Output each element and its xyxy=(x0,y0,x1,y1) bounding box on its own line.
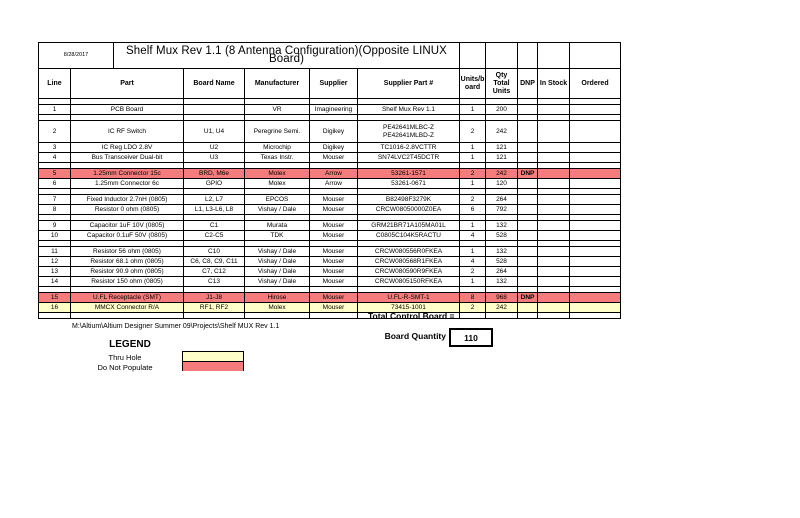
cell-line[interactable]: 14 xyxy=(38,276,70,286)
cell-in-stock[interactable] xyxy=(537,230,569,240)
cell-ordered[interactable] xyxy=(569,292,620,302)
board-quantity-value[interactable]: 110 xyxy=(449,328,493,347)
empty-cell[interactable] xyxy=(537,312,569,318)
cell-in-stock[interactable] xyxy=(537,152,569,162)
cell-supplier[interactable]: Digikey xyxy=(309,142,357,152)
cell-qty-total[interactable]: 132 xyxy=(485,220,517,230)
cell-manufacturer[interactable]: Vishay / Dale xyxy=(244,204,309,214)
cell-manufacturer[interactable]: Vishay / Dale xyxy=(244,276,309,286)
cell-supplier[interactable]: Mouser xyxy=(309,276,357,286)
table-row xyxy=(38,168,620,178)
cell-in-stock[interactable] xyxy=(537,292,569,302)
cell-dnp[interactable]: DNP xyxy=(517,292,537,302)
thru-hole-swatch xyxy=(183,352,243,362)
cell-ordered[interactable] xyxy=(569,302,620,312)
cell-dnp[interactable] xyxy=(517,230,537,240)
cell-supplier-part[interactable]: Shelf Mux Rev 1.1 xyxy=(357,104,459,114)
cell-supplier[interactable]: Digikey xyxy=(309,120,357,142)
col-header-supplier[interactable]: Supplier xyxy=(309,68,357,98)
cell-ordered[interactable] xyxy=(569,256,620,266)
cell-manufacturer[interactable]: Murata xyxy=(244,220,309,230)
cell-supplier[interactable]: Arrow xyxy=(309,168,357,178)
cell-part[interactable]: Resistor 56 ohm (0805) xyxy=(70,246,183,256)
cell-qty-total[interactable]: 132 xyxy=(485,276,517,286)
cell-part[interactable]: Capacitor 1uF 10V (0805) xyxy=(70,220,183,230)
empty-cell[interactable] xyxy=(569,312,620,318)
cell-ordered[interactable] xyxy=(569,276,620,286)
cell-board-name[interactable]: BRD, M6e xyxy=(183,168,244,178)
cell-dnp[interactable] xyxy=(517,142,537,152)
cell-qty-total[interactable]: 792 xyxy=(485,204,517,214)
cell-in-stock[interactable] xyxy=(537,266,569,276)
cell-units-per-board[interactable]: 6 xyxy=(459,204,485,214)
table-row xyxy=(38,246,620,256)
cell-part[interactable]: Fixed Inductor 2.7nH (0805) xyxy=(70,194,183,204)
cell-qty-total[interactable]: 132 xyxy=(485,246,517,256)
cell-line[interactable]: 16 xyxy=(38,302,70,312)
empty-cell[interactable] xyxy=(244,312,309,318)
cell-dnp[interactable] xyxy=(517,256,537,266)
cell-units-per-board[interactable]: 1 xyxy=(459,220,485,230)
cell-line[interactable]: 4 xyxy=(38,152,70,162)
table-row xyxy=(38,104,620,114)
table-row xyxy=(38,302,620,312)
cell-qty-total[interactable]: 264 xyxy=(485,194,517,204)
legend-color-swatch xyxy=(182,351,244,371)
cell-part[interactable]: MMCX Connector R/A xyxy=(70,302,183,312)
cell-board-name[interactable]: GPIO xyxy=(183,178,244,188)
cell-supplier-part[interactable]: CRCW080556R0FKEA xyxy=(357,246,459,256)
cell-line[interactable]: 8 xyxy=(38,204,70,214)
cell-dnp[interactable] xyxy=(517,120,537,142)
cell-board-name[interactable]: U1, U4 xyxy=(183,120,244,142)
empty-cell[interactable] xyxy=(309,312,357,318)
cell-manufacturer[interactable]: Peregrine Semi. xyxy=(244,120,309,142)
cell-manufacturer[interactable]: Vishay / Dale xyxy=(244,246,309,256)
cell-supplier-part[interactable]: CRCW0805150RFKEA xyxy=(357,276,459,286)
cell-board-name[interactable]: C1 xyxy=(183,220,244,230)
table-row xyxy=(38,292,620,302)
cell-board-name[interactable]: J1-J8 xyxy=(183,292,244,302)
legend-title: LEGEND xyxy=(109,339,151,350)
col-header-line[interactable]: Line xyxy=(38,68,70,98)
cell-units-per-board[interactable]: 1 xyxy=(459,246,485,256)
cell-dnp[interactable] xyxy=(517,104,537,114)
cell-supplier-part[interactable]: B82498F3279K xyxy=(357,194,459,204)
total-control-board-label: Total Control Board = xyxy=(368,311,455,321)
cell-ordered[interactable] xyxy=(569,220,620,230)
cell-part[interactable]: Resistor 150 ohm (0805) xyxy=(70,276,183,286)
project-file-path: M:\Altium\Altium Designer Summer 09\Projects\Shelf MUX Rev 1.1 xyxy=(72,323,280,330)
cell-dnp[interactable] xyxy=(517,204,537,214)
cell-ordered[interactable] xyxy=(569,142,620,152)
empty-cell[interactable] xyxy=(569,42,620,68)
cell-units-per-board[interactable]: 1 xyxy=(459,276,485,286)
cell-manufacturer[interactable]: Vishay / Dale xyxy=(244,256,309,266)
cell-dnp[interactable] xyxy=(517,220,537,230)
cell-board-name[interactable] xyxy=(183,104,244,114)
cell-manufacturer[interactable]: Microchip xyxy=(244,142,309,152)
cell-board-name[interactable]: U3 xyxy=(183,152,244,162)
cell-dnp[interactable] xyxy=(517,266,537,276)
cell-supplier[interactable]: Mouser xyxy=(309,246,357,256)
date-cell[interactable]: 8/28/2017 xyxy=(38,42,113,68)
table-body xyxy=(38,98,620,318)
col-header-supplier-part[interactable]: Supplier Part # xyxy=(357,68,459,98)
cell-line[interactable]: 10 xyxy=(38,230,70,240)
cell-supplier-part[interactable]: CRCW080568R1FKEA xyxy=(357,256,459,266)
empty-cell[interactable] xyxy=(517,312,537,318)
table-row xyxy=(38,204,620,214)
bom-table xyxy=(38,42,621,319)
col-header-part[interactable]: Part xyxy=(70,68,183,98)
cell-units-per-board[interactable]: 2 xyxy=(459,302,485,312)
col-header-units-per-board[interactable]: Units/b oard xyxy=(459,68,485,98)
table-row xyxy=(38,230,620,240)
cell-line[interactable]: 6 xyxy=(38,178,70,188)
cell-part[interactable]: 1.25mm Connector 6c xyxy=(70,178,183,188)
cell-in-stock[interactable] xyxy=(537,178,569,188)
cell-board-name[interactable]: L1, L3-L6, L8 xyxy=(183,204,244,214)
cell-ordered[interactable] xyxy=(569,246,620,256)
cell-line[interactable]: 2 xyxy=(38,120,70,142)
cell-in-stock[interactable] xyxy=(537,246,569,256)
cell-supplier-part[interactable]: C0805C104K5RACTU xyxy=(357,230,459,240)
cell-qty-total[interactable]: 264 xyxy=(485,266,517,276)
cell-supplier[interactable]: Mouser xyxy=(309,152,357,162)
empty-cell[interactable] xyxy=(485,312,517,318)
col-header-dnp[interactable]: DNP xyxy=(517,68,537,98)
cell-units-per-board[interactable]: 1 xyxy=(459,152,485,162)
cell-manufacturer[interactable]: Molex xyxy=(244,302,309,312)
cell-board-name[interactable]: C7, C12 xyxy=(183,266,244,276)
table-row xyxy=(38,120,620,142)
table-row xyxy=(38,266,620,276)
cell-qty-total[interactable]: 121 xyxy=(485,142,517,152)
cell-line[interactable]: 12 xyxy=(38,256,70,266)
sheet-title[interactable]: Shelf Mux Rev 1.1 (8 Antenna Configuration)(Opposite LINUX Board) xyxy=(113,42,459,68)
cell-supplier[interactable]: Mouser xyxy=(309,302,357,312)
legend-label-thru-hole: Thru Hole xyxy=(108,353,142,362)
cell-qty-total[interactable]: 200 xyxy=(485,104,517,114)
table-row xyxy=(38,194,620,204)
cell-qty-total[interactable]: 121 xyxy=(485,152,517,162)
cell-qty-total[interactable]: 968 xyxy=(485,292,517,302)
cell-manufacturer[interactable]: Hirose xyxy=(244,292,309,302)
empty-cell[interactable] xyxy=(183,312,244,318)
cell-in-stock[interactable] xyxy=(537,276,569,286)
empty-cell[interactable] xyxy=(70,312,183,318)
cell-ordered[interactable] xyxy=(569,168,620,178)
cell-supplier[interactable]: Mouser xyxy=(309,194,357,204)
cell-units-per-board[interactable]: 2 xyxy=(459,266,485,276)
empty-cell[interactable] xyxy=(517,42,537,68)
cell-dnp[interactable] xyxy=(517,302,537,312)
table-row xyxy=(38,256,620,266)
empty-cell[interactable] xyxy=(537,42,569,68)
cell-qty-total[interactable]: 120 xyxy=(485,178,517,188)
empty-cell[interactable] xyxy=(485,42,517,68)
col-header-board-name[interactable]: Board Name xyxy=(183,68,244,98)
spacer-row xyxy=(38,312,620,318)
cell-line[interactable]: 9 xyxy=(38,220,70,230)
cell-manufacturer[interactable]: TDK xyxy=(244,230,309,240)
cell-board-name[interactable]: C10 xyxy=(183,246,244,256)
cell-supplier-part[interactable]: GRM21BR71A105MA01L xyxy=(357,220,459,230)
cell-in-stock[interactable] xyxy=(537,220,569,230)
cell-supplier[interactable]: Mouser xyxy=(309,266,357,276)
cell-supplier[interactable]: Mouser xyxy=(309,256,357,266)
cell-board-name[interactable]: U2 xyxy=(183,142,244,152)
cell-in-stock[interactable] xyxy=(537,168,569,178)
cell-part[interactable]: 1.25mm Connector 15c xyxy=(70,168,183,178)
cell-units-per-board[interactable]: 8 xyxy=(459,292,485,302)
title-row xyxy=(38,42,620,68)
cell-units-per-board[interactable]: 1 xyxy=(459,142,485,152)
cell-line[interactable]: 7 xyxy=(38,194,70,204)
col-header-qty-total-units[interactable]: Qty Total Units xyxy=(485,68,517,98)
cell-supplier[interactable]: Imagineering xyxy=(309,104,357,114)
cell-ordered[interactable] xyxy=(569,230,620,240)
cell-dnp[interactable] xyxy=(517,246,537,256)
legend-label-do-not-populate: Do Not Populate xyxy=(97,363,153,372)
cell-line[interactable]: 15 xyxy=(38,292,70,302)
cell-dnp[interactable] xyxy=(517,276,537,286)
cell-part[interactable]: IC Reg LDO 2.8V xyxy=(70,142,183,152)
cell-manufacturer[interactable]: Molex xyxy=(244,178,309,188)
cell-in-stock[interactable] xyxy=(537,204,569,214)
cell-part[interactable]: Resistor 0 ohm (0805) xyxy=(70,204,183,214)
cell-units-per-board[interactable]: 2 xyxy=(459,168,485,178)
cell-in-stock[interactable] xyxy=(537,256,569,266)
table-row xyxy=(38,152,620,162)
cell-part[interactable]: IC RF Switch xyxy=(70,120,183,142)
cell-in-stock[interactable] xyxy=(537,194,569,204)
cell-units-per-board[interactable]: 1 xyxy=(459,104,485,114)
cell-line[interactable]: 5 xyxy=(38,168,70,178)
cell-part[interactable]: Resistor 90.9 ohm (0805) xyxy=(70,266,183,276)
cell-units-per-board[interactable]: 4 xyxy=(459,230,485,240)
cell-dnp[interactable] xyxy=(517,194,537,204)
empty-cell[interactable] xyxy=(459,312,485,318)
cell-supplier-part[interactable]: CRCW080590R9FKEA xyxy=(357,266,459,276)
cell-line[interactable]: 11 xyxy=(38,246,70,256)
table-row xyxy=(38,142,620,152)
cell-board-name[interactable]: C6, C8, C9, C11 xyxy=(183,256,244,266)
col-header-in-stock[interactable]: In Stock xyxy=(537,68,569,98)
cell-supplier-part[interactable]: 53261-1571 xyxy=(357,168,459,178)
cell-supplier-part[interactable]: 73415-1001 xyxy=(357,302,459,312)
cell-qty-total[interactable]: 528 xyxy=(485,230,517,240)
table-row xyxy=(38,220,620,230)
cell-qty-total[interactable]: 242 xyxy=(485,302,517,312)
cell-part[interactable]: Bus Transceiver Dual-bit xyxy=(70,152,183,162)
cell-units-per-board[interactable]: 4 xyxy=(459,256,485,266)
empty-cell[interactable] xyxy=(459,42,485,68)
cell-supplier-part[interactable]: PE42641MLBC-Z PE42641MLBD-Z xyxy=(357,120,459,142)
cell-board-name[interactable]: L2, L7 xyxy=(183,194,244,204)
cell-ordered[interactable] xyxy=(569,194,620,204)
cell-supplier-part[interactable]: U.FL-R-SMT-1 xyxy=(357,292,459,302)
cell-manufacturer[interactable]: EPCOS xyxy=(244,194,309,204)
cell-supplier-part[interactable]: SN74LVC2T45DCTR xyxy=(357,152,459,162)
cell-in-stock[interactable] xyxy=(537,142,569,152)
cell-qty-total[interactable]: 528 xyxy=(485,256,517,266)
cell-in-stock[interactable] xyxy=(537,302,569,312)
board-quantity-label: Board Quantity xyxy=(384,331,446,341)
cell-manufacturer[interactable]: VR xyxy=(244,104,309,114)
do-not-populate-swatch xyxy=(183,362,243,371)
cell-line[interactable]: 3 xyxy=(38,142,70,152)
cell-units-per-board[interactable]: 2 xyxy=(459,120,485,142)
table-row xyxy=(38,178,620,188)
empty-cell[interactable] xyxy=(38,312,70,318)
cell-ordered[interactable] xyxy=(569,120,620,142)
cell-supplier-part[interactable]: TC1016-2.8VCTTR xyxy=(357,142,459,152)
cell-ordered[interactable] xyxy=(569,104,620,114)
cell-manufacturer[interactable]: Texas Instr. xyxy=(244,152,309,162)
cell-supplier[interactable]: Mouser xyxy=(309,220,357,230)
cell-part[interactable]: Capacitor 0.1uF 50V (0805) xyxy=(70,230,183,240)
cell-in-stock[interactable] xyxy=(537,120,569,142)
cell-line[interactable]: 1 xyxy=(38,104,70,114)
cell-units-per-board[interactable]: 1 xyxy=(459,178,485,188)
cell-supplier-part[interactable]: CRCW08050000Z0EA xyxy=(357,204,459,214)
col-header-ordered[interactable]: Ordered xyxy=(569,68,620,98)
cell-dnp[interactable] xyxy=(517,152,537,162)
table-row xyxy=(38,276,620,286)
cell-supplier[interactable]: Arrow xyxy=(309,178,357,188)
cell-supplier-part[interactable]: 53261-0671 xyxy=(357,178,459,188)
cell-part[interactable]: PCB Board xyxy=(70,104,183,114)
cell-ordered[interactable] xyxy=(569,266,620,276)
cell-ordered[interactable] xyxy=(569,204,620,214)
cell-board-name[interactable]: RF1, RF2 xyxy=(183,302,244,312)
cell-dnp[interactable]: DNP xyxy=(517,168,537,178)
cell-dnp[interactable] xyxy=(517,178,537,188)
cell-board-name[interactable]: C2-C5 xyxy=(183,230,244,240)
cell-part[interactable]: U.FL Receptacle (SMT) xyxy=(70,292,183,302)
cell-manufacturer[interactable]: Molex xyxy=(244,168,309,178)
col-header-manufacturer[interactable]: Manufacturer xyxy=(244,68,309,98)
cell-ordered[interactable] xyxy=(569,178,620,188)
cell-ordered[interactable] xyxy=(569,152,620,162)
cell-board-name[interactable]: C13 xyxy=(183,276,244,286)
cell-qty-total[interactable]: 242 xyxy=(485,168,517,178)
cell-line[interactable]: 13 xyxy=(38,266,70,276)
cell-manufacturer[interactable]: Vishay / Dale xyxy=(244,266,309,276)
cell-in-stock[interactable] xyxy=(537,104,569,114)
header-row xyxy=(38,68,620,98)
cell-supplier[interactable]: Mouser xyxy=(309,292,357,302)
cell-qty-total[interactable]: 242 xyxy=(485,120,517,142)
cell-supplier[interactable]: Mouser xyxy=(309,230,357,240)
cell-units-per-board[interactable]: 2 xyxy=(459,194,485,204)
cell-supplier[interactable]: Mouser xyxy=(309,204,357,214)
cell-part[interactable]: Resistor 68.1 ohm (0805) xyxy=(70,256,183,266)
